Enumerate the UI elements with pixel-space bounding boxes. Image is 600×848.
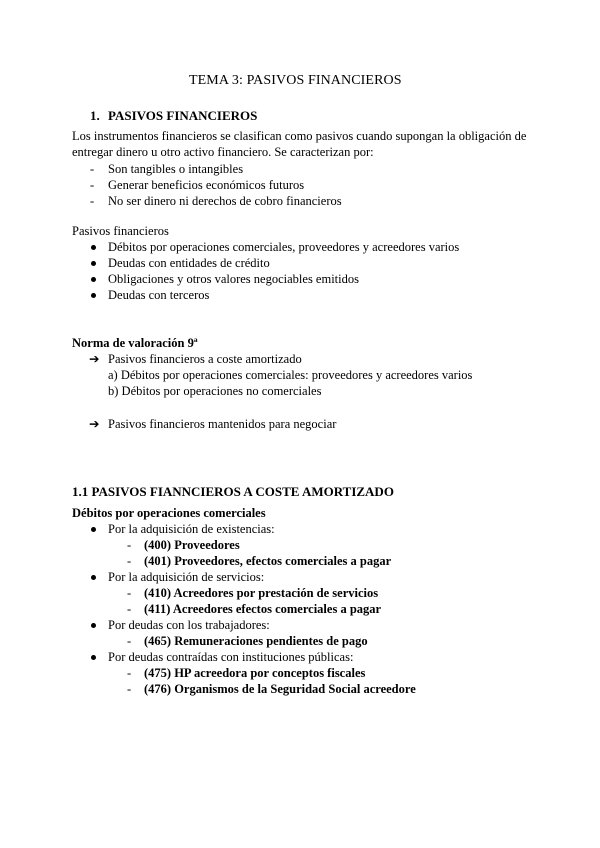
list-item: Obligaciones y otros valores negociables emitidos	[108, 272, 359, 286]
list-item: Son tangibles o intangibles	[108, 162, 244, 176]
norma-sub-item: b) Débitos por operaciones no comerciales	[108, 384, 322, 398]
bullet-icon	[91, 623, 96, 628]
account-item: (401) Proveedores, efectos comerciales a pagar	[144, 554, 392, 568]
norma-sub-item: a) Débitos por operaciones comerciales: proveedores y acreedores varios	[108, 368, 473, 382]
section-number: 1.	[90, 108, 100, 123]
account-item: (411) Acreedores efectos comerciales a pagar	[144, 602, 382, 616]
arrow-right-icon: ➔	[89, 417, 100, 431]
list-item: Generar beneficios económicos futuros	[108, 178, 305, 192]
group-label: Por la adquisición de existencias:	[108, 522, 275, 536]
account-item: (476) Organismos de la Seguridad Social acreedore	[144, 682, 416, 696]
dash-marker: -	[127, 666, 132, 680]
dash-marker: -	[90, 194, 95, 208]
norma-title: Norma de valoración 9ª	[72, 336, 198, 350]
list-item: No ser dinero ni derechos de cobro financieros	[108, 194, 342, 208]
dash-marker: -	[127, 634, 132, 648]
norma-arrow-item: Pasivos financieros a coste amortizado	[108, 352, 302, 366]
bullet-icon	[91, 245, 96, 250]
group-label: Por deudas con los trabajadores:	[108, 618, 270, 632]
list-item: Deudas con terceros	[108, 288, 210, 302]
bullet-icon	[91, 575, 96, 580]
intro-line-2: entregar dinero u otro activo financiero. Se caracterizan por:	[72, 145, 374, 159]
section-heading: 1.1 PASIVOS FIANNCIEROS A COSTE AMORTIZADO	[72, 484, 394, 499]
dash-marker: -	[127, 554, 132, 568]
dash-marker: -	[127, 538, 132, 552]
list-item: Deudas con entidades de crédito	[108, 256, 270, 270]
bullet-icon	[91, 293, 96, 298]
intro-line-1: Los instrumentos financieros se clasifican como pasivos cuando supongan la obligación de	[72, 129, 527, 143]
bullet-icon	[91, 655, 96, 660]
group-label: Por la adquisición de servicios:	[108, 570, 265, 584]
account-item: (465) Remuneraciones pendientes de pago	[144, 634, 368, 648]
dash-marker: -	[90, 162, 95, 176]
arrow-right-icon: ➔	[89, 352, 100, 366]
dash-marker: -	[127, 602, 132, 616]
norma-arrow-item: Pasivos financieros mantenidos para negociar	[108, 417, 337, 431]
dash-marker: -	[127, 682, 132, 696]
bullet-icon	[91, 527, 96, 532]
list-item: Débitos por operaciones comerciales, proveedores y acreedores varios	[108, 240, 460, 254]
dash-marker: -	[90, 178, 95, 192]
bullet-icon	[91, 277, 96, 282]
page-title: TEMA 3: PASIVOS FINANCIEROS	[189, 73, 402, 88]
subheading: Débitos por operaciones comerciales	[72, 506, 266, 520]
account-item: (400) Proveedores	[144, 538, 240, 552]
account-item: (475) HP acreedora por conceptos fiscales	[144, 666, 366, 680]
bullet-icon	[91, 261, 96, 266]
group-label: Por deudas contraídas con instituciones públicas:	[108, 650, 354, 664]
list-title: Pasivos financieros	[72, 224, 169, 238]
account-item: (410) Acreedores por prestación de servicios	[144, 586, 379, 600]
section-heading: PASIVOS FINANCIEROS	[108, 108, 258, 123]
dash-marker: -	[127, 586, 132, 600]
